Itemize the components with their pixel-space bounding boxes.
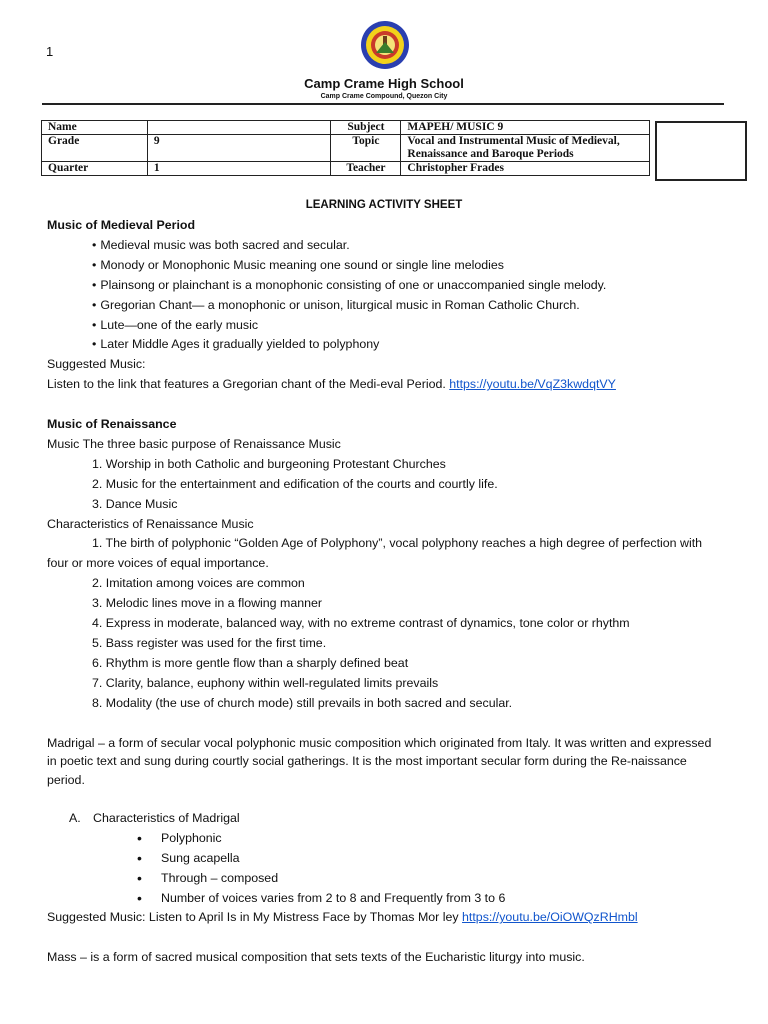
characteristic-item: 2. Imitation among voices are common: [92, 576, 305, 591]
value-name: [147, 121, 331, 135]
medieval-heading: Music of Medieval Period: [47, 218, 196, 232]
medieval-bullet: • Monody or Monophonic Music meaning one sound or single line melodies: [47, 256, 717, 276]
purpose-item: 2. Music for the entertainment and edification of the courts and courtly life.: [92, 476, 498, 491]
school-name: Camp Crame High School: [304, 76, 464, 91]
school-seal-logo: [358, 20, 412, 70]
madrigal-definition: Madrigal – a form of secular vocal polyphonic music composition which originated from Italy. It was written and expressed in poetic text and sung during courtly social gatherings. It is the most important secular form during the Re-naissance period.: [47, 735, 712, 787]
content-body: [47, 216, 717, 968]
renaissance-char-intro: Characteristics of Renaissance Music: [47, 516, 254, 531]
medieval-bullet: • Lute—one of the early music: [47, 316, 717, 336]
madrigal-item: • Polyphonic: [47, 829, 717, 849]
purpose-item: 1. Worship in both Catholic and burgeoning Protestant Churches: [92, 456, 446, 471]
characteristic-item: 3. Melodic lines move in a flowing manner: [92, 596, 323, 611]
value-teacher: Christopher Frades: [401, 162, 650, 176]
characteristic-item: 1. The birth of polyphonic “Golden Age of Polyphony”, vocal polyphony reaches a high degree of perfection with four or more voices of equal importance.: [47, 536, 703, 571]
madrigal-list-title-text: Characteristics of Madrigal: [93, 810, 240, 825]
suggested-music-label: Suggested Music:: [47, 357, 146, 372]
madrigal-list-title: [47, 809, 717, 829]
info-row-name: [42, 121, 650, 135]
info-row-grade: [42, 135, 650, 162]
value-subject: MAPEH/ MUSIC 9: [401, 121, 650, 135]
sheet-title: LEARNING ACTIVITY SHEET: [305, 199, 463, 211]
mass-definition: Mass – is a form of sacred musical composition that sets texts of the Eucharistic liturgy into music.: [47, 950, 585, 965]
school-address: Camp Crame Compound, Quezon City: [320, 93, 448, 100]
medieval-bullet: • Gregorian Chant— a monophonic or unison, liturgical music in Roman Catholic Church.: [47, 296, 717, 316]
list-letter: A.: [69, 810, 81, 825]
characteristic-item: 7. Clarity, balance, euphony within well-regulated limits prevails: [92, 675, 439, 690]
label-grade: Grade: [42, 135, 148, 162]
characteristic-item: 4. Express in moderate, balanced way, with no extreme contrast of dynamics, tone color or rhythm: [92, 616, 630, 631]
page-number: 1: [46, 44, 54, 59]
renaissance-heading: Music of Renaissance: [47, 417, 177, 432]
madrigal-item: • Through – composed: [47, 869, 717, 889]
info-table: [41, 120, 650, 176]
value-grade: 9: [147, 135, 331, 162]
info-row-quarter: [42, 162, 650, 176]
medieval-bullet: • Later Middle Ages it gradually yielded to polyphony: [47, 335, 717, 355]
characteristic-item: 5. Bass register was used for the first time.: [92, 636, 327, 651]
value-quarter: 1: [147, 162, 331, 176]
characteristic-item: 8. Modality (the use of church mode) still prevails in both sacred and secular.: [92, 695, 513, 710]
renaissance-purpose-intro: Music The three basic purpose of Renaissance Music: [47, 436, 341, 451]
purpose-item: 3. Dance Music: [92, 496, 178, 511]
header-divider: [42, 103, 724, 105]
gregorian-chant-link[interactable]: https://youtu.be/VqZ3kwdqtVY: [449, 377, 616, 392]
label-topic: Topic: [331, 135, 401, 162]
madrigal-item: • Number of voices varies from 2 to 8 and Frequently from 3 to 6: [47, 889, 717, 909]
photo-box: [655, 121, 747, 181]
characteristic-item: 6. Rhythm is more gentle flow than a sharply defined beat: [92, 655, 409, 670]
madrigal-suggested-text: Suggested Music: Listen to April Is in My Mistress Face by Thomas Mor ley: [47, 910, 459, 925]
medieval-bullet: • Medieval music was both sacred and secular.: [47, 236, 717, 256]
madrigal-item: • Sung acapella: [47, 849, 717, 869]
label-subject: Subject: [331, 121, 401, 135]
value-topic: Vocal and Instrumental Music of Medieval, Renaissance and Baroque Periods: [401, 135, 650, 162]
medieval-bullet: • Plainsong or plainchant is a monophonic consisting of one or unaccompanied single melody.: [47, 276, 717, 296]
medieval-listen-text: Listen to the link that features a Gregorian chant of the Medi-eval Period.: [47, 377, 446, 392]
label-name: Name: [42, 121, 148, 135]
label-quarter: Quarter: [42, 162, 148, 176]
madrigal-suggested: [47, 908, 717, 928]
madrigal-link[interactable]: https://youtu.be/OiOWQzRHmbl: [462, 910, 638, 925]
medieval-listen: [47, 375, 717, 395]
label-teacher: Teacher: [331, 162, 401, 176]
